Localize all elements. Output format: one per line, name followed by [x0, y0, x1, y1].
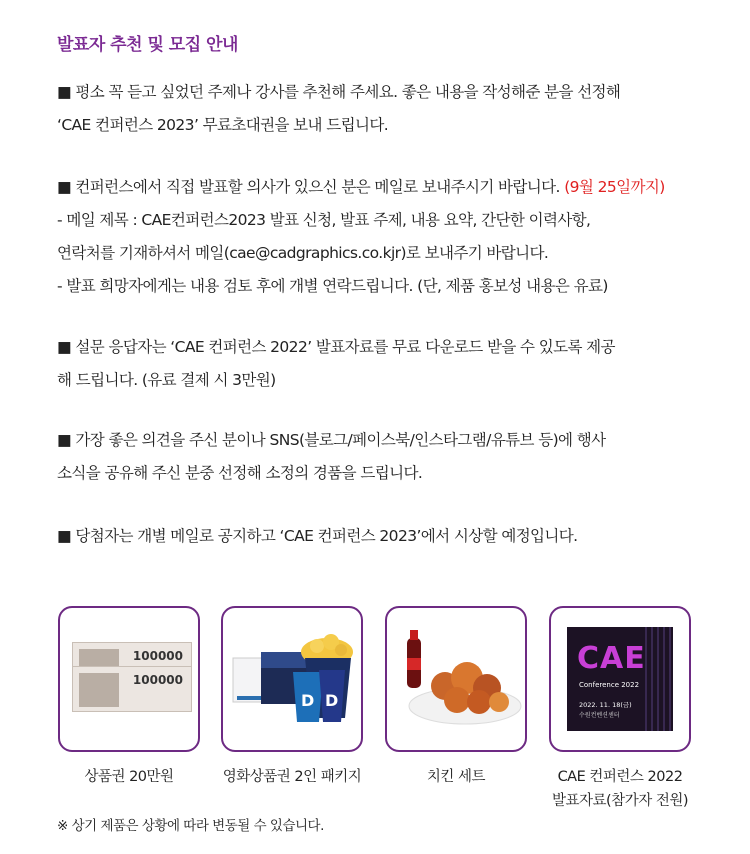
- prize-caption-chicken: 치킨 세트: [426, 769, 486, 785]
- recommend-line-2: ‘CAE 컨퍼런스 2023’ 무료초대권을 보내 드립니다.: [57, 116, 389, 134]
- prize-caption-conference: [539, 765, 701, 813]
- fried-chicken-cola-icon: [387, 608, 525, 750]
- survey-line-2: 해 드립니다. (유료 결제 시 3만원): [57, 371, 276, 389]
- voucher-amount: 100000: [132, 649, 183, 663]
- prize-card-chicken: [385, 606, 527, 752]
- presenter-line-4: - 발표 희망자에게는 내용 검토 후에 개별 연락드립니다. (단, 제품 홍보성 내용은 유료): [57, 277, 608, 295]
- movie-ticket-popcorn-icon: [223, 608, 361, 750]
- presenter-line-3: 연락처를 기재하셔서 메일(cae@cadgraphics.co.kjr)로 보내주기 바랍니다.: [57, 244, 549, 262]
- sns-line-2: 소식을 공유해 주신 분중 선정해 소정의 경품을 드립니다.: [57, 464, 423, 482]
- sns-line-1: ■ 가장 좋은 의견을 주신 분이나 SNS(블로그/페이스북/인스타그램/유튜브 등)에 행사: [57, 431, 606, 449]
- presenter-paragraph: [57, 171, 707, 303]
- voucher-amount: 100000: [132, 673, 183, 687]
- svg-text:D: D: [325, 691, 339, 710]
- poster-place: 수원컨벤션센터: [579, 712, 620, 719]
- poster-subtitle: Conference 2022: [579, 681, 640, 689]
- gift-voucher-icon: [72, 666, 192, 712]
- poster-decoration: [645, 627, 673, 731]
- footnote: ※ 상기 제품은 상황에 따라 변동될 수 있습니다.: [57, 818, 324, 834]
- prize-caption-voucher: 상품권 20만원: [84, 769, 174, 785]
- recommend-line-1: ■ 평소 꼭 듣고 싶었던 주제나 강사를 추천해 주세요. 좋은 내용을 작성해준 분을 선정해: [57, 83, 621, 101]
- deadline-text: (9월 25일까지): [564, 178, 665, 196]
- prize-caption-conference-line-2: 발표자료(참가자 전원): [552, 793, 688, 809]
- survey-line-1: ■ 설문 응답자는 ‘CAE 컨퍼런스 2022’ 발표자료를 무료 다운로드 받을 수 있도록 제공: [57, 338, 615, 356]
- prize-caption-movie: 영화상품권 2인 패키지: [222, 769, 362, 785]
- prize-card-conference: [549, 606, 691, 752]
- conference-poster: [567, 627, 673, 731]
- survey-paragraph: [57, 331, 707, 397]
- building-icon: [79, 673, 119, 707]
- winner-line-1: ■ 당첨자는 개별 메일로 공지하고 ‘CAE 컨퍼런스 2023’에서 시상할 예정입니다.: [57, 527, 578, 545]
- recommend-paragraph: [57, 76, 707, 142]
- presenter-line-2: - 메일 제목 : CAE컨퍼런스2023 발표 신청, 발표 주제, 내용 요약, 간단한 이력사항,: [57, 211, 591, 229]
- sns-paragraph: [57, 424, 707, 490]
- winner-paragraph: [57, 520, 707, 553]
- presenter-line-1: [57, 171, 707, 204]
- presenter-line-1-text: ■ 컨퍼런스에서 직접 발표할 의사가 있으신 분은 메일로 보내주시기 바랍니다.: [57, 178, 565, 196]
- poster-title: CAE: [577, 641, 646, 676]
- svg-text:D: D: [301, 691, 315, 710]
- poster-date: 2022. 11. 18(금): [579, 701, 632, 709]
- prize-card-movie: [221, 606, 363, 752]
- prize-card-voucher: [58, 606, 200, 752]
- section-title: 발표자 추천 및 모집 안내: [57, 35, 238, 55]
- prize-caption-conference-line-1: CAE 컨퍼런스 2022: [557, 769, 683, 785]
